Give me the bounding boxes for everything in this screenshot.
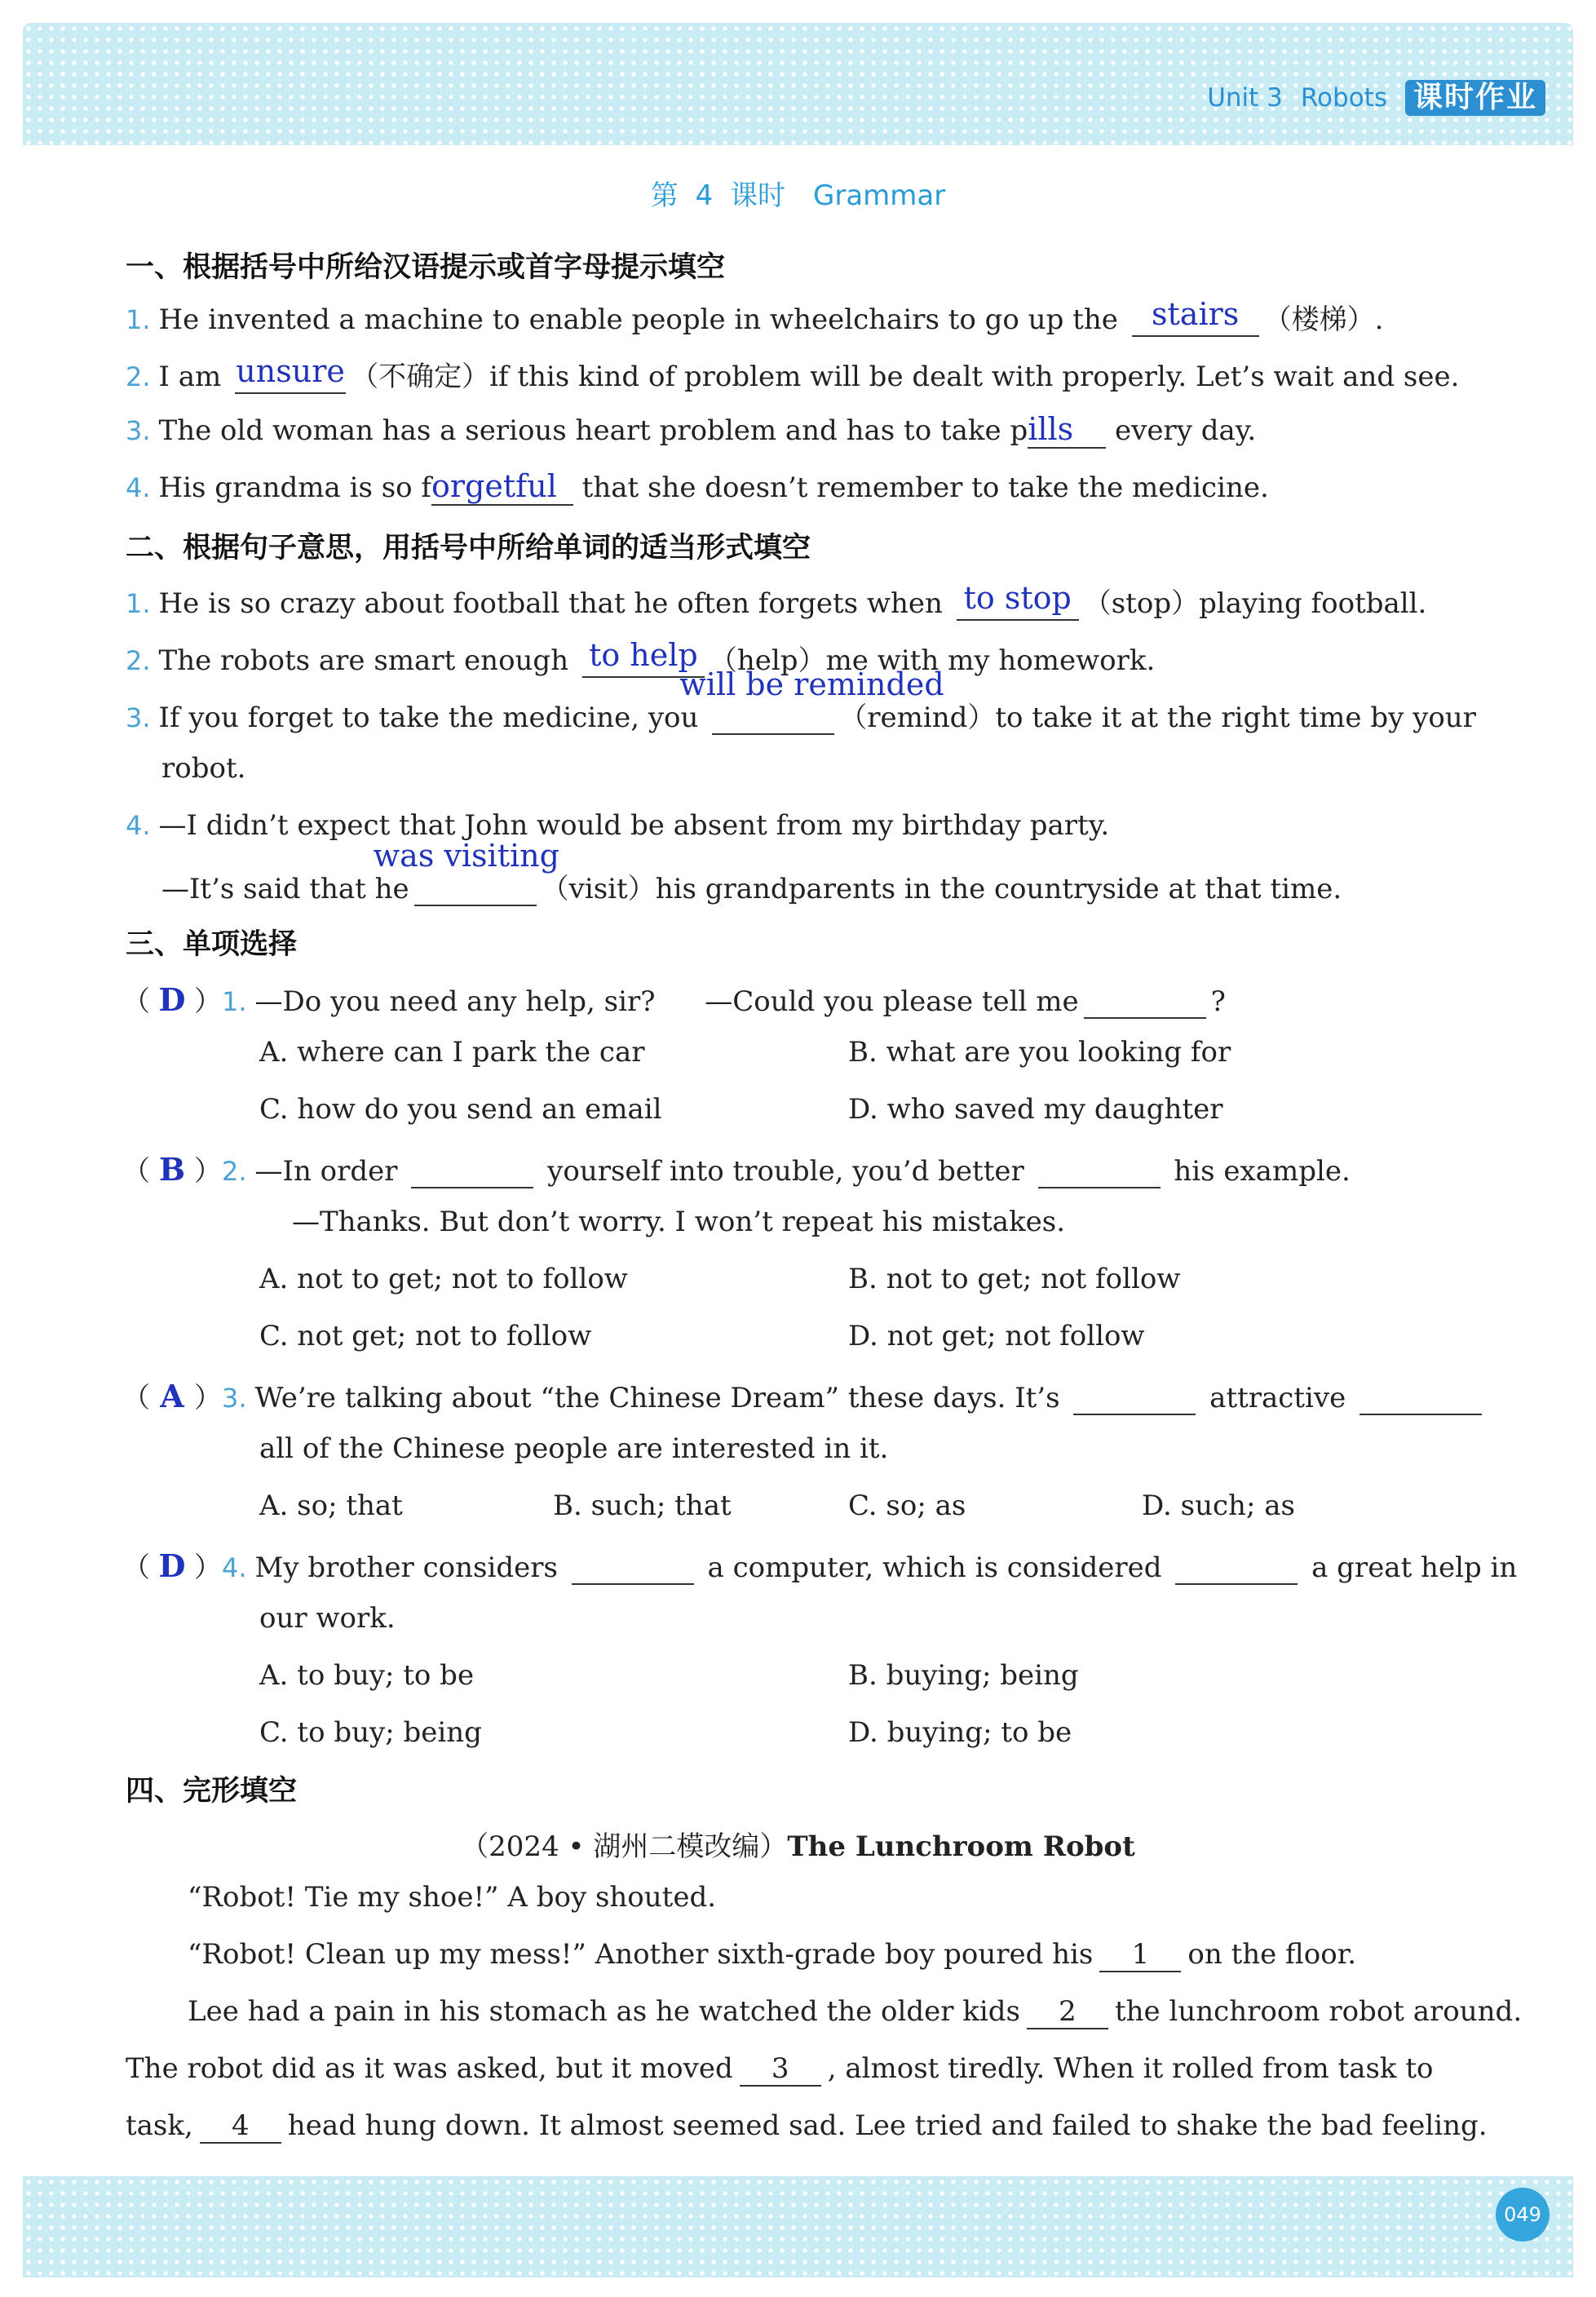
handwritten-choice: D <box>158 1547 186 1584</box>
question-number: 4. <box>126 810 151 841</box>
answer-blank[interactable] <box>373 838 559 906</box>
header-unit: Unit 3 <box>1207 83 1283 113</box>
section-3-title: 三、单项选择 <box>126 928 298 961</box>
handwritten-answer: orgetful <box>431 468 557 504</box>
mc-question-4: （ D ）4. My brother considers a computer, which is considered a great help in <box>122 1547 1518 1584</box>
question-number: 3. <box>126 702 151 733</box>
option-d[interactable]: D. not get; not follow <box>848 1320 1145 1352</box>
question-stem: attractive <box>1209 1382 1346 1414</box>
page-number: 049 <box>1496 2188 1550 2242</box>
cloze-blank-1[interactable]: 1 <box>1099 1938 1181 1972</box>
question-text: （楼梯）. <box>1263 303 1384 336</box>
passage-paragraph-3-cont2 <box>126 2109 1488 2144</box>
question-text: （不确定）if this kind of problem will be dealt with properly. Let’s wait and see. <box>351 361 1460 393</box>
question-text: —It’s said that he <box>161 873 409 905</box>
passage-paragraph-3 <box>188 1995 1522 2029</box>
passage-paragraph-3-cont <box>126 2052 1433 2087</box>
question-stem: —In order <box>254 1155 398 1188</box>
passage-source: （2024 • 湖州二模改编） <box>461 1830 788 1863</box>
option-a[interactable]: A. where can I park the car <box>259 1036 645 1069</box>
answer-blank[interactable] <box>679 666 944 735</box>
question-text: （help）me with my homework. <box>709 644 1156 677</box>
option-b[interactable]: B. buying; being <box>848 1659 1079 1692</box>
answer-blank <box>411 1154 533 1188</box>
option-c[interactable]: C. how do you send an email <box>259 1093 662 1126</box>
option-a[interactable]: A. not to get; not to follow <box>259 1263 628 1295</box>
question-stem: yourself into trouble, you’d better <box>547 1155 1024 1188</box>
question-stem: his example. <box>1174 1155 1351 1188</box>
s2-question-2 <box>126 638 1155 678</box>
handwritten-choice: B <box>158 1151 186 1188</box>
question-number: 1. <box>126 588 151 619</box>
passage-text: the lunchroom robot around. <box>1115 1995 1523 2028</box>
option-d[interactable]: D. who saved my daughter <box>848 1093 1223 1126</box>
cloze-blank-3[interactable]: 3 <box>740 2052 821 2087</box>
cloze-blank-4[interactable]: 4 <box>200 2109 281 2144</box>
option-b[interactable]: B. not to get; not follow <box>848 1263 1181 1295</box>
passage-paragraph-1: “Robot! Tie my shoe!” A boy shouted. <box>188 1881 717 1914</box>
question-text: （stop）playing football. <box>1083 587 1427 620</box>
handwritten-answer: unsure <box>236 353 345 389</box>
question-stem: —Do you need any help, sir? <box>254 985 656 1018</box>
cloze-blank-2[interactable]: 2 <box>1027 1995 1108 2029</box>
passage-title <box>0 1824 1596 1864</box>
option-a[interactable]: A. so; that <box>259 1489 403 1522</box>
section-2-title: 二、根据句子意思，用括号中所给单词的适当形式填空 <box>126 532 811 564</box>
header-badge: 课时作业 <box>1405 80 1545 116</box>
mc-question-3: （ A ）3. We’re talking about “the Chinese Dream” these days. It’s attractive <box>122 1375 1487 1415</box>
handwritten-answer: will be reminded <box>679 666 944 702</box>
passage-text: “Robot! Clean up my mess!” Another sixth-grade boy poured his <box>188 1938 1094 1971</box>
question-text: His grandma is so f <box>158 471 432 504</box>
question-stem: a great help in <box>1311 1551 1518 1584</box>
passage-text: task, <box>126 2109 193 2142</box>
answer-blank[interactable] <box>957 580 1079 621</box>
question-stem: —Could you please tell me <box>705 985 1079 1018</box>
section-4-title: 四、完形填空 <box>126 1775 298 1808</box>
s1-question-3 <box>126 411 1256 449</box>
passage-text: on the floor. <box>1187 1938 1356 1971</box>
passage-text: , almost tiredly. When it rolled from task to <box>827 2052 1434 2085</box>
s1-question-1 <box>126 297 1383 337</box>
question-stem: My brother considers <box>254 1551 558 1584</box>
passage-text: head hung down. It almost seemed sad. Lee tried and failed to shake the bad feeling. <box>287 2109 1488 2142</box>
s1-question-2 <box>126 354 1459 394</box>
option-c[interactable]: C. so; as <box>848 1489 966 1522</box>
option-b[interactable]: B. what are you looking for <box>848 1036 1231 1069</box>
option-a[interactable]: A. to buy; to be <box>259 1659 475 1692</box>
option-d[interactable]: D. buying; to be <box>848 1716 1072 1749</box>
answer-blank <box>1175 1551 1298 1585</box>
question-number: 3. <box>222 1383 247 1414</box>
s1-question-4 <box>126 468 1269 506</box>
passage-text: Lee had a pain in his stomach as he watched the older kids <box>188 1995 1020 2028</box>
handwritten-answer: to help <box>589 637 698 673</box>
question-text: The old woman has a serious heart problem and has to take p <box>158 414 1028 447</box>
question-text: （remind）to take it at the right time by your <box>839 701 1476 734</box>
running-header <box>1207 80 1545 116</box>
option-b[interactable]: B. such; that <box>553 1489 732 1522</box>
answer-blank <box>1359 1381 1482 1415</box>
handwritten-answer: ills <box>1028 411 1074 447</box>
footer-band <box>23 2176 1573 2277</box>
lesson-title: 第 4 课时 Grammar <box>650 179 946 212</box>
question-stem: We’re talking about “the Chinese Dream” these days. It’s <box>254 1382 1060 1414</box>
question-stem: a computer, which is considered <box>707 1551 1162 1584</box>
question-text: If you forget to take the medicine, you <box>158 701 699 734</box>
answer-blank <box>572 1551 694 1585</box>
question-line2: all of the Chinese people are interested in it. <box>259 1432 889 1465</box>
answer-blank <box>1038 1154 1161 1188</box>
question-number: 1. <box>126 304 151 335</box>
answer-blank[interactable] <box>1132 296 1259 337</box>
option-d[interactable]: D. such; as <box>1142 1489 1295 1522</box>
passage-heading: The Lunchroom Robot <box>787 1830 1135 1863</box>
question-text: that she doesn’t remember to take the medicine. <box>581 471 1269 504</box>
answer-blank <box>1084 985 1206 1019</box>
question-number: 2. <box>126 361 151 392</box>
question-text: —I didn’t expect that John would be absent from my birthday party. <box>158 809 1110 842</box>
question-number: 3. <box>126 415 151 446</box>
option-c[interactable]: C. not get; not to follow <box>259 1320 592 1352</box>
question-number: 4. <box>126 472 151 503</box>
question-number: 4. <box>222 1552 247 1583</box>
s2-question-1 <box>126 581 1426 621</box>
handwritten-answer: to stop <box>963 580 1072 616</box>
handwritten-choice: A <box>160 1378 184 1414</box>
s2-question-3-cont: robot. <box>161 752 246 785</box>
question-text: He is so crazy about football that he often forgets when <box>158 587 943 620</box>
question-text: The robots are smart enough <box>158 644 569 677</box>
question-line2: —Thanks. But don’t worry. I won’t repeat his mistakes. <box>292 1206 1066 1238</box>
s2-question-4 <box>126 809 1109 842</box>
question-line2: our work. <box>259 1602 396 1635</box>
s2-question-3 <box>126 666 1476 735</box>
handwritten-answer: was visiting <box>373 838 559 874</box>
passage-text: The robot did as it was asked, but it moved <box>126 2052 733 2085</box>
answer-blank[interactable] <box>235 353 346 394</box>
option-c[interactable]: C. to buy; being <box>259 1716 482 1749</box>
question-stem: ? <box>1210 985 1226 1018</box>
question-number: 1. <box>222 986 247 1017</box>
question-text: He invented a machine to enable people in wheelchairs to go up the <box>158 303 1118 336</box>
header-topic: Robots <box>1300 83 1387 113</box>
passage-paragraph-2 <box>188 1938 1356 1972</box>
question-text: I am <box>158 361 222 393</box>
question-text: （visit）his grandparents in the countryside at that time. <box>541 873 1342 905</box>
question-text: every day. <box>1114 414 1257 447</box>
handwritten-answer: stairs <box>1152 296 1240 332</box>
answer-blank[interactable] <box>431 468 573 506</box>
mc-question-2: （ B ）2. —In order yourself into trouble, you’d better his example. <box>122 1151 1351 1188</box>
question-number: 2. <box>126 645 151 676</box>
s2-question-4-line2 <box>161 838 1342 906</box>
answer-blank <box>1073 1381 1196 1415</box>
handwritten-choice: D <box>158 981 186 1018</box>
section-1-title: 一、根据括号中所给汉语提示或首字母提示填空 <box>126 251 726 284</box>
mc-question-1: （ D ）1. —Do you need any help, sir? —Could you please tell me ? <box>122 981 1226 1018</box>
question-number: 2. <box>222 1156 247 1187</box>
answer-blank[interactable] <box>1028 411 1106 449</box>
